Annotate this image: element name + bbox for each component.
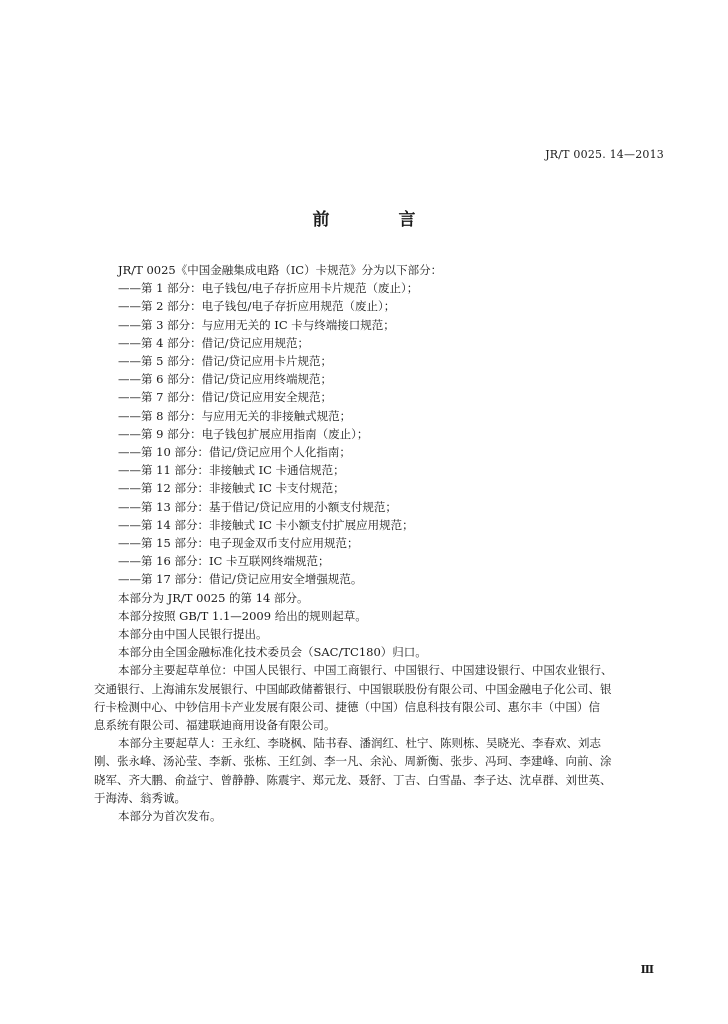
paragraph-line: 本部分主要起草单位：中国人民银行、中国工商银行、中国银行、中国建设银行、中国农业银行、: [118, 663, 613, 678]
statement-line: 本部分按照 GB/T 1.1—2009 给出的规则起草。: [118, 608, 367, 623]
parts-list: [94, 279, 664, 588]
list-item: ——第 9 部分：电子钱包扩展应用指南（废止）；: [118, 426, 369, 441]
intro-line: JR/T 0025《中国金融集成电路（IC）卡规范》分为以下部分：: [118, 263, 443, 277]
page-title: 前 言: [312, 210, 442, 230]
statements: [94, 589, 664, 662]
list-item: ——第 10 部分：借记/贷记应用个人化指南；: [118, 445, 351, 460]
list-item: ——第 3 部分：与应用无关的 IC 卡与终端接口规范；: [118, 317, 395, 332]
page-number: Ⅲ: [640, 963, 654, 976]
list-item: ——第 2 部分：电子钱包/电子存折应用规范（废止）；: [118, 299, 396, 314]
paragraph-line: 息系统有限公司、福建联迪商用设备有限公司。: [94, 718, 336, 733]
list-item: ——第 16 部分：IC 卡互联网终端规范；: [118, 554, 330, 569]
list-item: ——第 14 部分：非接触式 IC 卡小额支付扩展应用规范；: [118, 517, 414, 532]
list-item: ——第 11 部分：非接触式 IC 卡通信规范；: [118, 463, 345, 478]
list-item: ——第 15 部分：电子现金双币支付应用规范；: [118, 536, 359, 551]
list-item: ——第 4 部分：借记/贷记应用规范；: [118, 335, 310, 350]
list-item: ——第 17 部分：借记/贷记应用安全增强规范。: [118, 572, 363, 587]
statement-line: 本部分由中国人民银行提出。: [118, 627, 268, 642]
statement-line: 本部分为 JR/T 0025 的第 14 部分。: [118, 590, 309, 605]
standard-number: JR/T 0025. 14—2013: [545, 148, 664, 161]
paragraph-line: 行卡检测中心、中钞信用卡产业发展有限公司、捷德（中国）信息科技有限公司、惠尔丰（中国）信: [94, 699, 600, 714]
paragraph-line: 于海涛、翁秀诚。: [94, 790, 186, 805]
list-item: ——第 12 部分：非接触式 IC 卡支付规范；: [118, 481, 345, 496]
paragraph-line: 刚、张永峰、汤沁莹、李新、张栋、王红剑、李一凡、余沁、周新衡、张步、冯珂、李建峰、向前、涂: [94, 754, 612, 769]
document-body: [94, 261, 664, 825]
list-item: ——第 6 部分：借记/贷记应用终端规范；: [118, 372, 333, 387]
list-item: ——第 13 部分：基于借记/贷记应用的小额支付规范；: [118, 499, 397, 514]
paragraph-line: 交通银行、上海浦东发展银行、中国邮政储蓄银行、中国银联股份有限公司、中国金融电子化公司、银: [94, 681, 612, 696]
list-item: ——第 5 部分：借记/贷记应用卡片规范；: [118, 354, 333, 369]
list-item: ——第 1 部分：电子钱包/电子存折应用卡片规范（废止）；: [118, 281, 419, 296]
paragraph-line: 本部分主要起草人：王永红、李晓枫、陆书春、潘润红、杜宁、陈则栋、吴晓光、李春欢、刘志: [118, 736, 601, 751]
paragraph-line: 晓军、齐大鹏、俞益宁、曾静静、陈震宇、郑元龙、聂舒、丁吉、白雪晶、李子达、沈卓群、刘世英、: [94, 772, 612, 787]
list-item: ——第 7 部分：借记/贷记应用安全规范；: [118, 390, 333, 405]
release-line: 本部分为首次发布。: [118, 809, 222, 824]
drafting-units-paragraph: [94, 661, 664, 734]
drafters-paragraph: [94, 734, 664, 807]
list-item: ——第 8 部分：与应用无关的非接触式规范；: [118, 408, 352, 423]
intro-paragraph: [94, 261, 664, 279]
release-paragraph: [94, 807, 664, 825]
statement-line: 本部分由全国金融标准化技术委员会（SAC/TC180）归口。: [118, 645, 427, 660]
